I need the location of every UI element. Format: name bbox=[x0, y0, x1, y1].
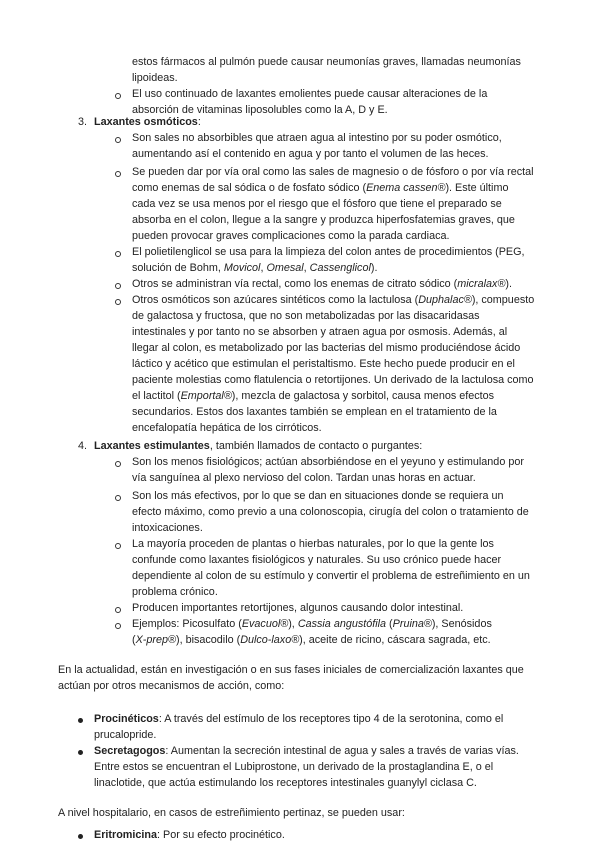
list-number: 4. bbox=[78, 440, 88, 452]
text-line: La mayoría proceden de plantas o hierbas naturales, por lo que la gente los bbox=[132, 538, 494, 550]
text-line: Son sales no absorbibles que atraen agua al intestino por su poder osmótico, bbox=[132, 132, 502, 144]
text-line: Son los más efectivos, por lo que se dan en situaciones donde se requiera un bbox=[132, 490, 504, 502]
hollow-bullet-icon bbox=[115, 607, 121, 613]
text-line: intestinales y por tanto no se absorben y atraen agua por osmosis. Además, al bbox=[132, 326, 508, 338]
solid-bullet-icon bbox=[78, 750, 83, 755]
solid-bullet-icon bbox=[78, 834, 83, 839]
text-line: intoxicaciones. bbox=[132, 522, 203, 534]
text-line: confunde como laxantes fisiológicos y naturales. Su uso crónico puede hacer bbox=[132, 554, 502, 566]
hollow-bullet-icon bbox=[115, 461, 121, 467]
paragraph-line: actúan por otros mecanismos de acción, como: bbox=[58, 680, 285, 692]
text-line: prucalopride. bbox=[94, 729, 157, 741]
text-line: Entre estos se encuentran el Lubiprostone, un derivado de la prostaglandina E, o el bbox=[94, 761, 494, 773]
text-line: Procinéticos: A través del estímulo de los receptores tipo 4 de la serotonina, como el bbox=[94, 713, 504, 725]
text-line: Eritromicina: Por su efecto procinético. bbox=[94, 829, 285, 841]
hollow-bullet-icon bbox=[115, 171, 121, 177]
text-line: lipoideas. bbox=[132, 72, 178, 84]
hollow-bullet-icon bbox=[115, 251, 121, 257]
text-line: El polietilenglicol se usa para la limpieza del colon antes de procedimientos (PEG, bbox=[132, 246, 525, 258]
text-line: Son los menos fisiológicos; actúan absorbiéndose en el yeyuno y estimulando por bbox=[132, 456, 524, 468]
list-heading: Laxantes estimulantes, también llamados de contacto o purgantes: bbox=[94, 440, 423, 452]
text-line: solución de Bohm, Movicol, Omesal, Cassenglicol). bbox=[132, 262, 378, 274]
text-line: láctico y acético que estimulan el peristaltismo. Este hecho puede producir en el bbox=[132, 358, 515, 370]
text-line: vía sanguínea al plexo nervioso del colon. Tardan unas horas en actuar. bbox=[132, 472, 476, 484]
text-line: Producen importantes retortijones, algunos causando dolor intestinal. bbox=[132, 602, 464, 614]
list-number: 3. bbox=[78, 116, 88, 128]
text-line: Se pueden dar por vía oral como las sales de magnesio o de fósforo o por vía rectal bbox=[132, 166, 534, 178]
hollow-bullet-icon bbox=[115, 623, 121, 629]
hollow-bullet-icon bbox=[115, 283, 121, 289]
text-line: efecto máximo, como previo a una colonoscopia, cirugía del colon o tratamiento de bbox=[132, 506, 529, 518]
hollow-bullet-icon bbox=[115, 93, 121, 99]
text-line: de galactosa y fructosa, que no son metabolizadas por las disacaridasas bbox=[132, 310, 480, 322]
paragraph-line: En la actualidad, están en investigación o en sus fases iniciales de comercialización laxantes que bbox=[58, 664, 524, 676]
hollow-bullet-icon bbox=[115, 543, 121, 549]
text-line: Secretagogos: Aumentan la secreción intestinal de agua y sales a través de varias vías. bbox=[94, 745, 519, 757]
text-line: encefalopatía hepática de los cirróticos. bbox=[132, 422, 322, 434]
text-line: Ejemplos: Picosulfato (Evacuol®), Cassia angustófila (Pruina®), Senósidos bbox=[132, 618, 492, 630]
text-line: aumentando así el contenido en agua y por tanto el volumen de las heces. bbox=[132, 148, 489, 160]
text-line: como enemas de sal sódica o de fosfato sódico (Enema cassen®). Este último bbox=[132, 182, 509, 194]
paragraph-line: A nivel hospitalario, en casos de estreñimiento pertinaz, se pueden usar: bbox=[58, 807, 405, 819]
hollow-bullet-icon bbox=[115, 299, 121, 305]
text-line: secundarios. Estos dos laxantes también se emplean en el tratamiento de la bbox=[132, 406, 497, 418]
text-line: Otros osmóticos son azúcares sintéticos como la lactulosa (Duphalac®), compuesto bbox=[132, 294, 535, 306]
solid-bullet-icon bbox=[78, 718, 83, 723]
list-heading: Laxantes osmóticos: bbox=[94, 116, 201, 128]
text-line: absorba en el colon, llegue a la sangre y produzca hiperfosfatemias graves, que bbox=[132, 214, 515, 226]
text-line: Otros se administran vía rectal, como los enemas de citrato sódico (micralax®). bbox=[132, 278, 513, 290]
text-line: cada vez se usa menos por el riesgo que el fósforo que tiene el preparado se bbox=[132, 198, 502, 210]
text-line: estos fármacos al pulmón puede causar neumonías graves, llamadas neumonías bbox=[132, 56, 521, 68]
text-line: pueden provocar graves complicaciones como la parada cardiaca. bbox=[132, 230, 450, 242]
text-line: llegar al colon, es metabolizado por las bacterias del mismo produciéndose ácido bbox=[132, 342, 521, 354]
hollow-bullet-icon bbox=[115, 495, 121, 501]
text-line: (X-prep®), bisacodilo (Dulco-laxo®), aceite de ricino, cáscara sagrada, etc. bbox=[132, 634, 491, 646]
text-line: linaclotide, que actúa estimulando los receptores intestinales guanylyl ciclasa C. bbox=[94, 777, 477, 789]
hollow-bullet-icon bbox=[115, 137, 121, 143]
text-line: absorción de vitaminas liposolubles como la A, D y E. bbox=[132, 104, 388, 116]
text-line: problema crónico. bbox=[132, 586, 218, 598]
text-line: dependiente al colon de su estímulo y convertir el problema de estreñimiento en un bbox=[132, 570, 530, 582]
text-line: el lactitol (Emportal®), mezcla de galactosa y sorbitol, causa menos efectos bbox=[132, 390, 495, 402]
text-line: El uso continuado de laxantes emolientes puede causar alteraciones de la bbox=[132, 88, 488, 100]
text-line: paciente molestias como flatulencia o retortijones. Un derivado de la lactulosa como bbox=[132, 374, 534, 386]
